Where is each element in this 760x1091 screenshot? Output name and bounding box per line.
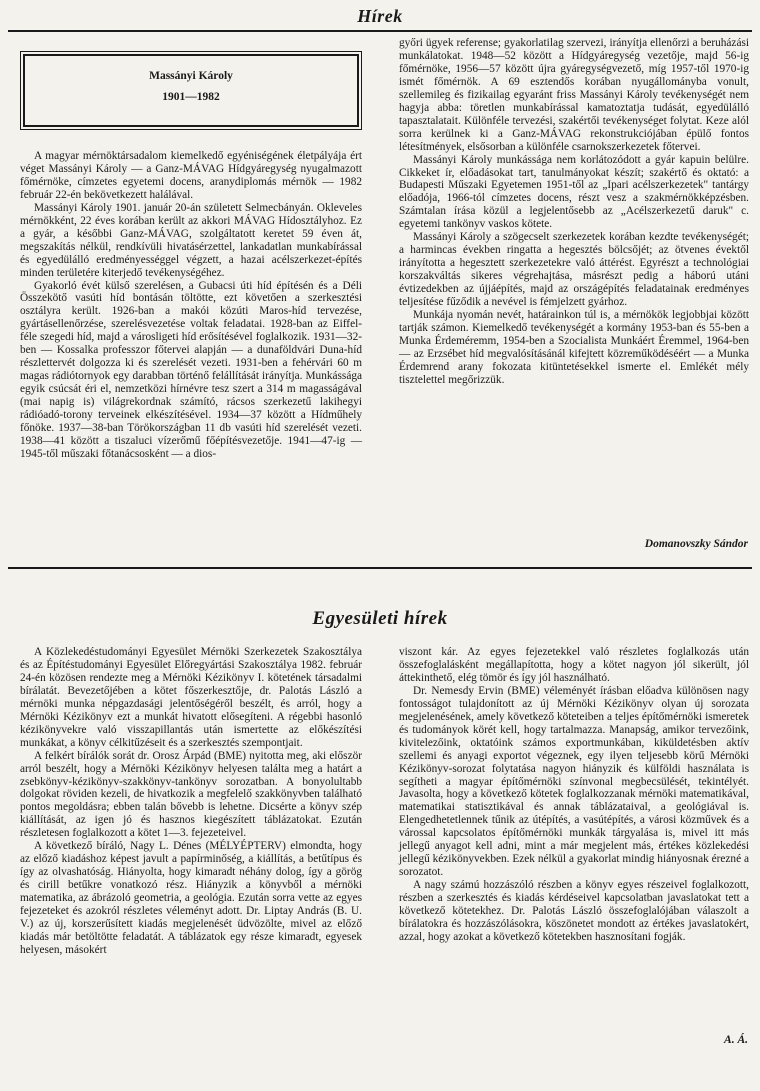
hirek-left-column bbox=[20, 150, 362, 461]
paragraph: A felkért bírálók sorát dr. Orosz Árpád (BME) nyitotta meg, aki először arról beszélt, hogy a Mérnöki Kézikönyv helyesen találta meg a határt a zsebkönyv-kézikönyv-szakkönyv-tankönyv sorozatban. A bonyolultabb dolgokat röviden kezeli, de hivatkozik a megfelelő szakkönyvben található pontos megoldásra; ebben talán bővebb is lehetne. Dicsérte a könyv szép kiállítását, az igen jó és hasznos kiegészített táblázatokat. Ezután részletesen foglalkozott a kötet 1—3. fejezeteivel. bbox=[20, 749, 362, 840]
section-divider bbox=[8, 567, 752, 569]
paragraph: viszont kár. Az egyes fejezetekkel való részletes foglalkozás után összefoglalásként megállapította, hogy a kötet nagyon jól sikerült, jól áttekinthető, elég tömör és így jól használható. bbox=[399, 646, 749, 684]
paragraph: Dr. Nemesdy Ervin (BME) véleményét írásban előadva különösen nagy fontosságot tulajdonított az új Mérnöki Kézikönyv olyan új sorozata megjelenésének, amely következő köteteiben a teljes építőmérnöki ismeretek és tudományok körét kell, hogy tartalmazza. Manapság, amikor tervezőink, kivitelezőink, oktatóink számos exportmunkában, kiküldetésben aktív szellemi és anyagi exportot végeznek, egy ilyen teljesebb körű Mérnöki Kézikönyv-sorozat folytatása nagyon hiányzik és külföldi használata is segítheti a magyar építőmérnöki színvonal megbecsülését, tekintélyét. Javasolta, hogy a következő kötetek foglalkozzanak mérnöki matematikával, matematikai statisztikával és annak táblázataival, a geológiával is. Elengedhetetlennek tűnik az útépítés, a vasútépítés, a városi közművek és a várossal kapcsolatos építőmérnöki munkák tárgyalása is, mivel itt más jellegű anyagot kell adni, mint a már megjelent más, értékes közlekedési jellegű kézikönyvekben. Ezek nélkül a gyakorlat mindig hiányosnak érezné a sorozatot. bbox=[399, 684, 749, 879]
section-title-hirek: Hírek bbox=[357, 6, 403, 26]
report-signature: A. Á. bbox=[724, 1034, 748, 1046]
paragraph: Munkája nyomán nevét, határainkon túl is, a mérnökök legjobbjai között tartják számon. Kiemelkedő tevékenységét a kormány 1953-ban és 55-ben a Munka Érdeméremm, 1954-ben a Szocialista Munkáért Éremmel, 1964-ben — az Erzsébet híd megvalósításánál kifejtett közreműködéséért — a Munka Érdemrend arany fokozata kitüntetésekkel ismerte el. Emlékét mély tisztelettel megőrizzük. bbox=[399, 309, 749, 386]
section-title-egyesuleti: Egyesületi hírek bbox=[312, 608, 448, 629]
paragraph: győri ügyek referense; gyakorlatilag szervezi, irányítja ellenőrzi a beruházási munkálatokat. 1948—52 között a Hídgyáregység vezetője, majd 56-ig főmérnöke, 1956—57 között újra gyáregységvezető, míg 1957-től 1970-ig ismét főmérnök. A 69 esztendős korában nyugállományba vonult, szellemileg és fizikailag egyaránt friss Massányi Károly tevékenységét nem hagyja abba: töretlen munkabírással kamatoztatja tudását, egyedülálló tapasztalatait. Különféle tervezési, szakértői tevékenységet folytat. Keze alól sorra kerülnek ki a Ganz-MÁVAG rekonstrukciójában épülő fontos létesítmények, elsősorban a különféle csarnokszerkezetek főtervei. bbox=[399, 37, 749, 153]
paragraph: Gyakorló évét külső szerelésen, a Gubacsi úti híd építésén és a Déli Összekötő vasúti híd bontásán töltötte, ezt követően a szerkesztési osztályra került. 1926-ban a makói közúti Maros-híd tervezése, gyártásellenőrzése, szerelésvezetése voltak feladatai. 1928-ban az Eiffel-féle szegedi híd, majd a városligeti híd erősítésével foglalkozik. 1931—32-ben — Kossalka professzor főtervei alapján — a dunaföldvári Duna-híd részlettervét dolgozza ki és szerelését vezeti. 1931-ben a fehérvári 60 m magas rádiótornyok egy darabban történő felállítását irányítja. Munkássága egyik csúcsát éri el, nemzetközi hírnévre tesz szert a 314 m magasságával (mai napig is) világrekordnak számító, rácsos szerkezetű lakihegyi rádióadó-torony terveinek elkészítésével. 1934—37 között a Hídműhely főnöke. 1937—38-ban Törökországban 11 db vasúti híd szerelését vezeti. 1938—41 között a tiszaluci vízerőmű főépítésvezetője. 1941—47-ig — 1945-től műszaki főtanácsosként — a dios- bbox=[20, 279, 362, 460]
paragraph: Massányi Károly 1901. január 20-án született Selmecbányán. Okleveles mérnökként, 22 éves korában került az akkori MÁVAG Hídosztályhoz. Ez a gyár, a későbbi Ganz-MÁVAG, szolgáltatott keretet 59 éven át, megszakítás nélkül, rendkívüli hivatásérzettel, lankadatlan munkabírással és egyedülálló eredményességgel végzett, a hazai acélszerkezet-építés minden területére kiterjedő tevékenységéhez. bbox=[20, 201, 362, 279]
top-divider bbox=[8, 30, 752, 32]
memorial-years: 1901—1982 bbox=[162, 91, 220, 103]
memorial-name: Massányi Károly bbox=[149, 70, 233, 82]
hirek-right-column bbox=[399, 37, 749, 387]
obituary-signature: Domanovszky Sándor bbox=[644, 538, 748, 550]
paragraph: A Közlekedéstudományi Egyesület Mérnöki Szerkezetek Szakosztálya és az Építéstudományi Egyesület Előregyártási Szakosztálya 1982. február 24-én közösen rendezte meg a Mérnöki Kézikönyv I. kötetének társadalmi bírálatát. Bevezetőjében a kötet főszerkesztője, dr. Palotás László a mérnöki munka népgazdasági jelentőségéről beszélt, és arról, hogy a Mérnöki Kézikönyv ezt a munkát hivatott elősegíteni. A régebbi hasonló kézikönyvekre való visszapillantás után ismertette az előkészítési munkákat, a könyv célkitűzéseit és a szerkesztés szempontjait. bbox=[20, 646, 362, 749]
memorial-frame bbox=[23, 54, 359, 127]
paragraph: Massányi Károly a szögecselt szerkezetek korában kezdte tevékenységét; a harmincas években ringatta a hegesztés bölcsőjét; az ötvenes évektől irányította a hegesztett szerkezetekre való áttérést. Egyrészt a technológiai korszakváltás sikeres végrehajtása, másrészt pedig a háború utáni évtizedekben az újjáépítés, majd az országépítés feladatainak eredményes teljesítése fűződik a nevével is fémjelzett gyárhoz. bbox=[399, 231, 749, 309]
egyesuleti-right-column bbox=[399, 646, 749, 944]
paragraph: A magyar mérnöktársadalom kiemelkedő egyéniségének életpályája ért véget Massányi Károly — a Ganz-MÁVAG Hídgyáregység nyugalmazott főmérnöke, címzetes egyetemi docens, aranydiplomás mérnök — 1982 február 22-én bekövetkezett halálával. bbox=[20, 150, 362, 201]
paragraph: A következő bíráló, Nagy L. Dénes (MÉLYÉPTERV) elmondta, hogy az előző kiadáshoz képest javult a papírminőség, a kiállítás, a betűtípus és így az olvashatóság. Hiányolta, hogy kimaradt néhány dolog, így a görög és cirill betűkre vonatkozó rész. Hiányzik a könyvből a mérnöki matematika, az ábrázoló geometria, a geológia. Ezután sorra vette az egyes fejezeteket és azokról részletes véleményt adott. Dr. Liptay András (B. U. V.) az új, korszerűsített kiadás megjelenését üdvözölte, mivel az előző kiadás már betöltötte feladatát. A táblázatok egy része kimaradt, egyesek helyesen, másokért bbox=[20, 840, 362, 956]
paragraph: Massányi Károly munkássága nem korlátozódott a gyár kapuin belülre. Cikkeket ír, előadásokat tart, tanulmányokat készít; szakértő és oktató: a Budapesti Műszaki Egyetemen 1951-től az „Ipari acélszerkezetek" tantárgy előadója, 1966-tól címzetes docens, részt vesz a szakmérnökképzésben. Számtalan írása közül a legjelentősebb az „Acélszerkezetű daruk" c. egyetemi tankönyv vaskos kötete. bbox=[399, 153, 749, 231]
egyesuleti-left-column bbox=[20, 646, 362, 957]
memorial-box bbox=[20, 51, 362, 130]
paragraph: A nagy számú hozzászóló részben a könyv egyes részeivel foglalkozott, részben a szerkesztés és kiadás kérdéseivel kapcsolatban javaslatokat tett a következő kötetekhez. Dr. Palotás László összefoglalójában válaszolt a bírálatokra és hozzászólásokra, köszönetet mondott az értékes javaslatokért, azzal, hogy azokat a következő kötetekben hasznosítani fogják. bbox=[399, 879, 749, 943]
